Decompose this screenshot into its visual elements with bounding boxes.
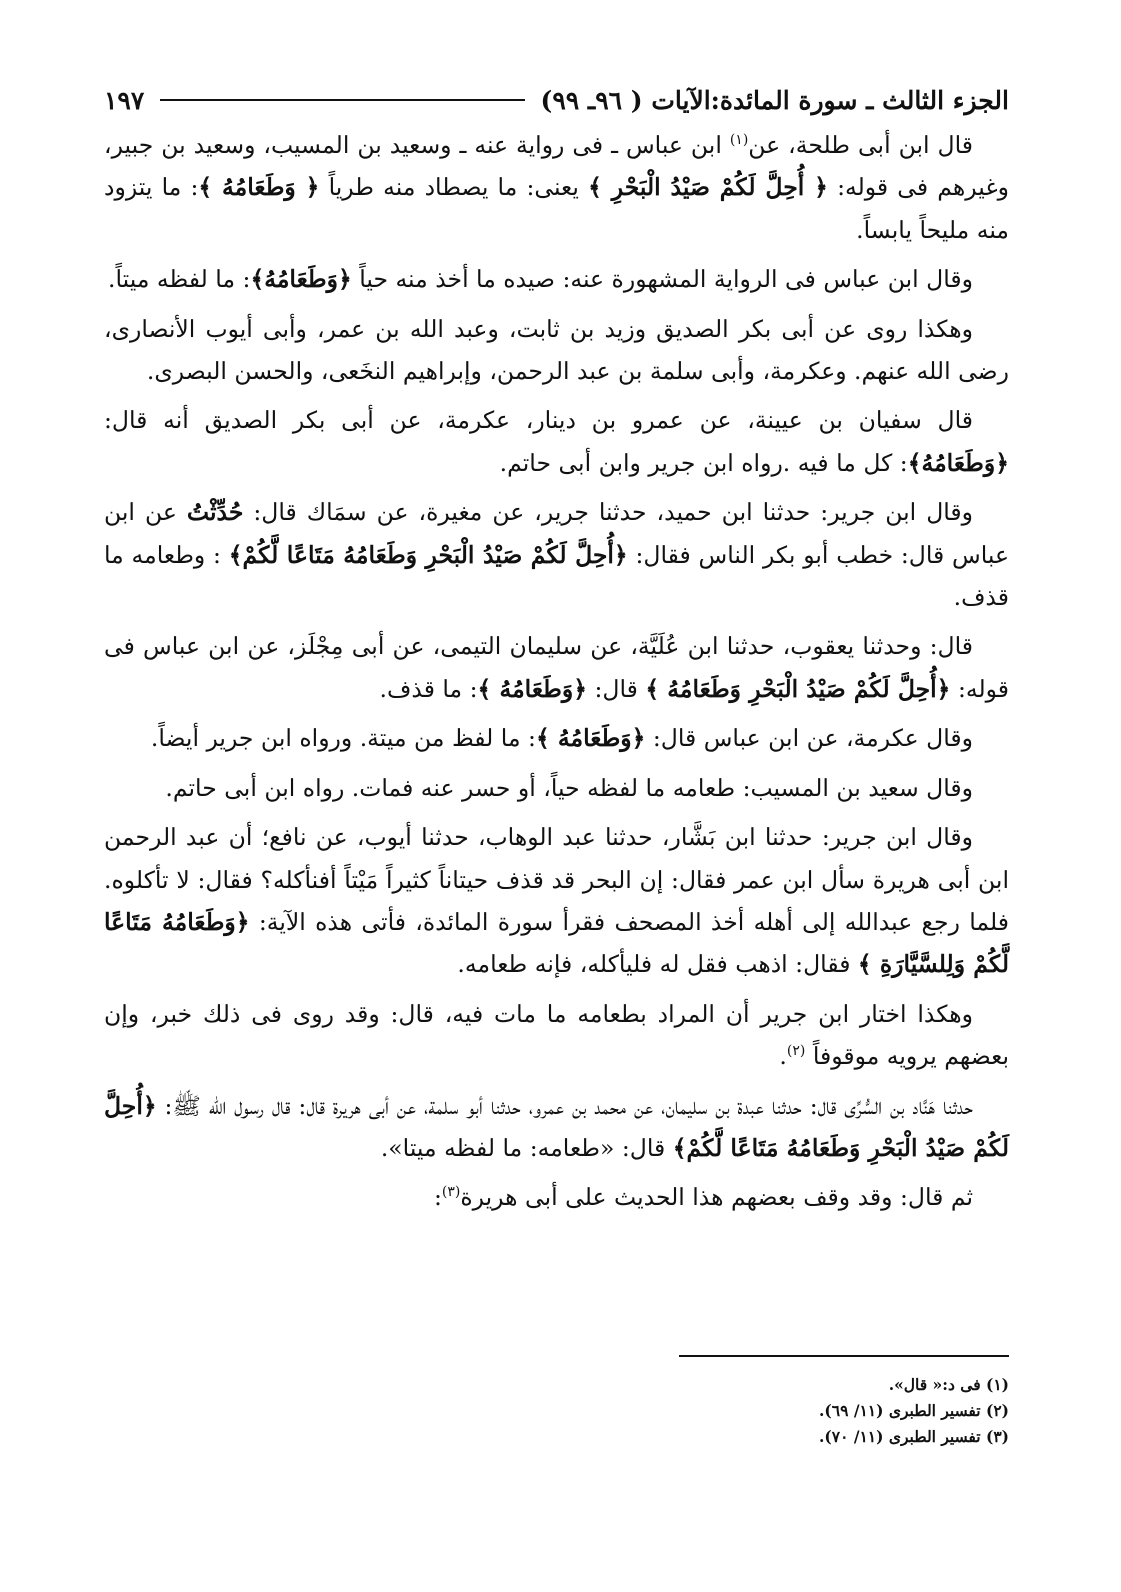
text-run: : كل ما فيه .رواه ابن جرير وابن أبى حاتم. <box>499 448 908 477</box>
text-run: وقال سعيد بن المسيب: طعامه ما لفظه حياً، أو حسر عنه فمات. رواه ابن أبى حاتم. <box>165 773 973 802</box>
text-run: : ما يتزود منه مليحاً يابساً. <box>104 173 1009 244</box>
body-text <box>104 124 1009 1219</box>
text-run: : وطعامه ما قذف. <box>104 540 1009 612</box>
footnote-rule <box>679 1355 1009 1357</box>
text-run: وقال ابن عباس فى الرواية المشهورة عنه: صيده ما أخذ منه حياً <box>351 265 973 294</box>
quran-quote: ﴿ وَطَعَامُهُ ﴾ <box>198 173 320 202</box>
text-run: وقال عكرمة، عن ابن عباس قال: <box>645 724 973 753</box>
header-title: الجزء الثالث ـ سورة المائدة:الآيات ( ٩٦ـ ٩٩) <box>540 85 1009 115</box>
quran-quote: ﴿وَطَعَامُهُ﴾ <box>907 448 1009 477</box>
quran-quote: حُدِّثْتُ <box>186 498 244 527</box>
text-run: قال ابن أبى طلحة، عن <box>748 131 973 159</box>
quran-quote: ﴿وَطَعَامُهُ مَتَاعًا لَّكُمْ وَلِلسَّيَّارَةِ ﴾ <box>104 907 1009 979</box>
text-run: حدثنا هَنَّاد بن السُّرِّى قال: حدثنا عبدة بن سليمان، عن محمد بن عمرو، حدثنا أبو سلمة، عن أبى هريرة قال: قال رسول الله ﷺ: <box>156 1091 973 1120</box>
paragraph <box>104 1085 1009 1170</box>
footnotes <box>819 1372 1009 1450</box>
text-run: قال: وحدثنا يعقوب، حدثنا ابن عُلَيَّة، عن سليمان التيمى، عن أبى مِجْلَز، عن ابن عباس فى قوله: <box>104 632 1009 703</box>
paragraph <box>104 717 1009 759</box>
running-header <box>104 78 1009 122</box>
paragraph <box>104 625 1009 710</box>
footnote: (٢) تفسير الطبرى (١١/ ٦٩). <box>819 1401 1009 1420</box>
footnote-ref: (٣) <box>441 1184 461 1201</box>
paragraph <box>104 491 1009 618</box>
quran-quote: ﴿أُحِلَّ لَكُمْ صَيْدُ الْبَحْرِ وَطَعَامُهُ مَتَاعًا لَّكُمْ﴾ <box>228 540 628 569</box>
text-run: وهكذا اختار ابن جرير أن المراد بطعامه ما مات فيه، قال: وقد روى فى ذلك خبر، وإن بعضهم يرويه موقوفاً <box>104 999 1009 1071</box>
footnote-ref: (١) <box>729 132 749 149</box>
header-rule <box>160 99 524 101</box>
quran-quote: ﴿وَطَعَامُهُ﴾ <box>250 265 352 294</box>
text-run: عن ابن عباس قال: خطب أبو بكر الناس فقال: <box>104 498 1010 569</box>
text-run: فقال: اذهب فقل له فليأكله، فإنه طعامه. <box>457 950 858 979</box>
text-run: يعنى: ما يصطاد منه طرياً <box>319 173 589 202</box>
paragraph <box>104 258 1009 300</box>
text-run: قال سفيان بن عيينة، عن عمرو بن دينار، عكرمة، عن أبى بكر الصديق أنه قال: <box>104 406 973 435</box>
footnote-ref: (٢) <box>786 1043 806 1060</box>
text-run: : <box>433 1183 442 1212</box>
text-run: وقال ابن جرير: حدثنا ابن حميد، حدثنا جرير، عن مغيرة، عن سمَاك قال: <box>243 498 974 527</box>
quran-quote: ﴿وَطَعَامُهُ ﴾ <box>535 724 646 753</box>
paragraph <box>104 1176 1009 1218</box>
paragraph <box>104 993 1009 1078</box>
quran-quote: ﴿وَطَعَامُهُ ﴾ <box>477 674 588 703</box>
text-run: ابن عباس ـ فى رواية عنه ـ وسعيد بن المسيب، وسعيد بن جبير، وغيرهم فى قوله: <box>104 131 1010 202</box>
paragraph <box>104 399 1009 484</box>
text-run: وقال ابن جرير: حدثنا ابن بَشَّار، حدثنا عبد الوهاب، حدثنا أيوب، عن نافع؛ أن عبد الرحمن ابن أبى هريرة سأل ابن عمر فقال: إن البحر قد قذف حيتاناً كثيراً مَيْتاً أفنأكله؟ فقال: لا تأكلوه. فلما رجع عبدالله إلى أهله أخذ المصحف فقرأ سورة المائدة، فأتى هذه الآية: <box>104 823 1009 936</box>
text-run: . <box>779 1042 787 1071</box>
footnote: (١) فى د:« قال». <box>888 1375 1009 1394</box>
page-number: ١٩٧ <box>104 85 145 115</box>
paragraph <box>104 124 1009 251</box>
text-run: : ما لفظ من ميتة. ورواه ابن جرير أيضاً. <box>150 724 536 753</box>
quran-quote: ﴿أُحِلَّ لَكُمْ صَيْدُ الْبَحْرِ وَطَعَامُهُ مَتَاعًا لَّكُمْ﴾ <box>104 1091 1009 1162</box>
paragraph <box>104 767 1009 809</box>
paragraph <box>104 816 1009 986</box>
paragraph <box>104 308 1009 393</box>
text-run: : ما لفظه ميتاً. <box>108 265 251 294</box>
footnote: (٣) تفسير الطبرى (١١/ ٧٠). <box>819 1427 1009 1446</box>
text-run: ثم قال: وقد وقف بعضهم هذا الحديث على أبى هريرة <box>460 1183 973 1212</box>
quran-quote: ﴿ أُحِلَّ لَكُمْ صَيْدُ الْبَحْرِ ﴾ <box>588 173 828 202</box>
quran-quote: ﴿أُحِلَّ لَكُمْ صَيْدُ الْبَحْرِ وَطَعَامُهُ ﴾ <box>645 674 951 703</box>
text-run: قال: «طعامه: ما لفظه ميتا». <box>380 1133 673 1162</box>
text-run: : ما قذف. <box>379 674 478 703</box>
text-run: قال: <box>587 674 646 703</box>
text-run: وهكذا روى عن أبى بكر الصديق وزيد بن ثابت، وعبد الله بن عمر، وأبى أيوب الأنصارى، رضى الله عنهم. وعكرمة، وأبى سلمة بن عبد الرحمن، وإبراهيم النخَعى، والحسن البصرى. <box>104 314 1009 386</box>
